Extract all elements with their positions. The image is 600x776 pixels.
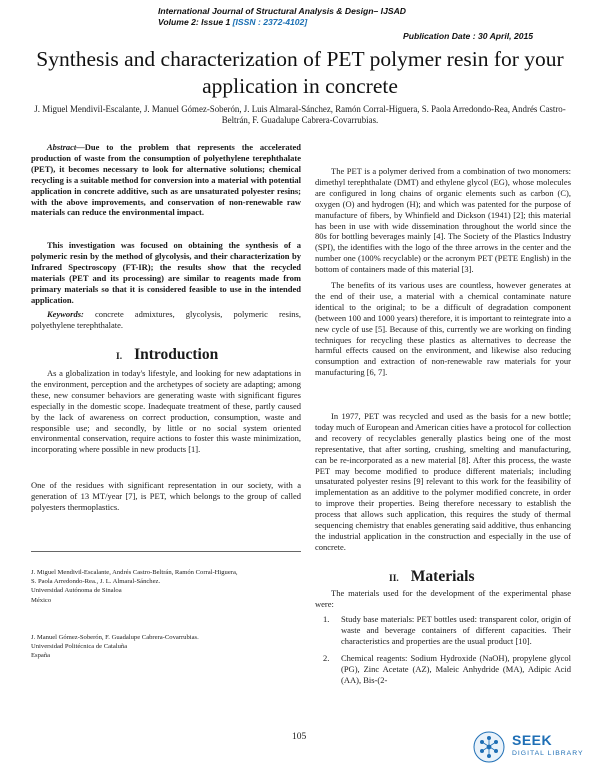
- affiliation-group-1: [31, 568, 301, 605]
- body-text: The benefits of its various uses are countless, however generates at the end of their use, a material with a chemical contaminate nature identical to the original; to be a difficult of degradation component (between 100 and 1000 years) therefore, it is important to reintegrate into a new cycle of use [5]. Because of this, currently we are working on finding techniques for recycling these plastics as alternatives to decrease the harmful effects caused on the environment, and likewise also reducing consumption and extraction of non-renewable raw materials for your manufacturing [6, 7].: [315, 280, 571, 378]
- section-number: I.: [116, 352, 123, 362]
- materials-intro: [315, 588, 571, 610]
- right-paragraph-1: [315, 166, 571, 275]
- affiliation-line: España: [31, 652, 51, 660]
- abstract-label: Abstract—: [47, 142, 85, 152]
- section-title: Introduction: [134, 346, 219, 363]
- body-text: The materials used for the development of the experimental phase were:: [315, 588, 571, 609]
- section-heading-materials: [389, 568, 474, 586]
- section-title: Materials: [410, 568, 475, 585]
- list-text: Chemical reagents: Sodium Hydroxide (NaOH), propylene glycol (PG), Zinc Acetate (AZ), Maleic Anhydride (MA), Adipic Acid (AA), Bis-(2-: [341, 652, 571, 685]
- volume-label: Volume 2: Issue 1: [158, 17, 231, 27]
- journal-name: International Journal of Structural Analysis & Design– IJSAD: [158, 6, 406, 16]
- affiliation-line: Universidad Politécnica de Cataluña: [31, 643, 128, 651]
- abstract-text: Due to the problem that represents the accelerated production of waste from the consumption of polyethylene terephthalate (PET), it becomes necessary to look for alternative solutions; chemical recycling is a suitable method for conversion into a material with potential application in concrete additive, such as are unsaturated polyester resins; with the above improvements, and conservation of non-renewable raw materials can reduce the environmental impact.: [31, 142, 301, 218]
- keywords-text: concrete admixtures, glycolysis, polymeric resins, polyethylene terephthalate.: [31, 309, 301, 330]
- body-text: In 1977, PET was recycled and used as the basis for a new bottle; today much of European and American cities have a protocol for collection and recovery of recyclables generally plastics being one of the most representative, that after sorting, crushing, smelting and manufacturing, can be re-incorporated as a new material [8]. After this process, the waste PET may become modified to produce different materials; including unsaturated polyester resins [9] relevant to this work for the feasibility of implementation as an additive to the polymer modified concrete, in order to improve their properties. Being therefore necessary to establish the process that allows such application, this requires the study of thermal sequencing chemistry that enables generating said additive, thus enhancing the industrial application in the construction and especially in the use of concrete.: [315, 411, 571, 552]
- logo-subtitle: DIGITAL LIBRARY: [512, 750, 584, 757]
- affiliation-group-2: [31, 633, 301, 661]
- intro-text-1: As a globalization in today's lifestyle, and looking for new adaptations in the environment, perception and the archetypes of society are adapting; among these, new consumer behaviors are generating waste with significant figures especially in the domestic scope. Inadequate treatment of these, partly caused by the lack of awareness on correct production, consumption, waste and responsible use; and secondly, by little or no social system oriented environmental conservation, require actions to foster this waste minimization, incorporating where possible in new products [1].: [31, 368, 301, 455]
- list-number: 2.: [323, 652, 330, 663]
- footnote-divider: [31, 551, 301, 552]
- list-item: [315, 653, 571, 686]
- volume-issue: [158, 17, 307, 27]
- page-number: 105: [292, 732, 307, 742]
- affiliation-line: J. Manuel Gómez-Soberón, F. Guadalupe Cabrera-Covarrubias.: [31, 634, 199, 641]
- abstract-paragraph-2: [31, 240, 301, 305]
- intro-paragraph-2: [31, 480, 301, 513]
- materials-list: [315, 614, 571, 685]
- abstract-text-2: This investigation was focused on obtaining the synthesis of a polymeric resin by the method of glycolysis, and their characterization by Infrared Spectroscopy (FT-IR); the results show that the recycled materials (PET and its processing) are similar to reagents made from primary materials so that it is considered feasible to use in the intended application.: [31, 240, 301, 305]
- paper-title: Synthesis and characterization of PET polymer resin for your application in concrete: [36, 47, 564, 98]
- seek-logo-icon: [472, 730, 506, 764]
- affiliation-line: S. Paola Arredondo-Rea., J. L. Almaral-Sánchez.: [31, 578, 161, 586]
- abstract: [31, 142, 301, 218]
- right-paragraph-3: [315, 411, 571, 553]
- section-number: II.: [389, 574, 399, 584]
- body-text: The PET is a polymer derived from a combination of two monomers: dimethyl terephthalate (DMT) and ethylene glycol (EG), whose molecules are configured in long chains of organic elements such as carbon (C), oxygen (O) and hydrogen (H); and which was patented for the purpose of manufacture of fibers, by Whinfield and Dickson (1941) [2]; this material has been in use with wide dissemination throughout the world since the 80s for bottling beverages mainly [4]. The Society of the Plastics Industry (SPI), the identifies with the logo of the three arrows in the center and the number one (100% recyclable) or the acronym PET (PETE English) in the bottom of containers made of this material [3].: [315, 166, 571, 275]
- right-paragraph-2: [315, 280, 571, 378]
- affiliation-line: Universidad Autónoma de Sinaloa: [31, 587, 122, 595]
- keywords: [31, 309, 301, 331]
- logo-name: SEEK: [512, 732, 553, 748]
- publication-date: Publication Date : 30 April, 2015: [403, 31, 534, 41]
- intro-text-2: One of the residues with significant representation in our society, with a generation of 13 MT/year [7], is PET, which belongs to the group of called polyesters thermoplastics.: [31, 480, 301, 512]
- section-heading-introduction: [116, 346, 218, 364]
- keywords-label: Keywords:: [47, 309, 84, 319]
- affiliation-line: J. Miguel Mendivil-Escalante, Andrés Castro-Beltrán, Ramón Corral-Higuera,: [31, 569, 238, 576]
- list-number: 1.: [323, 614, 330, 624]
- issn: [ISSN : 2372-4102]: [232, 17, 308, 27]
- list-item: [315, 614, 571, 647]
- affiliation-line: México: [31, 596, 52, 604]
- seek-digital-library-logo: [472, 728, 590, 764]
- list-text: Study base materials: PET bottles used: transparent color, origin of waste and beverage containers of different capacities. Their characteristics and properties are the usual product [10].: [341, 614, 571, 646]
- intro-paragraph-1: [31, 368, 301, 455]
- author-list: J. Miguel Mendivil-Escalante, J. Manuel Gómez-Soberón, J. Luis Almaral-Sánchez, Ramón Corral-Higuera, S. Paola Arredondo-Rea, Andrés Castro-Beltrán, F. Guadalupe Cabrera-Covarrubias.: [34, 104, 566, 126]
